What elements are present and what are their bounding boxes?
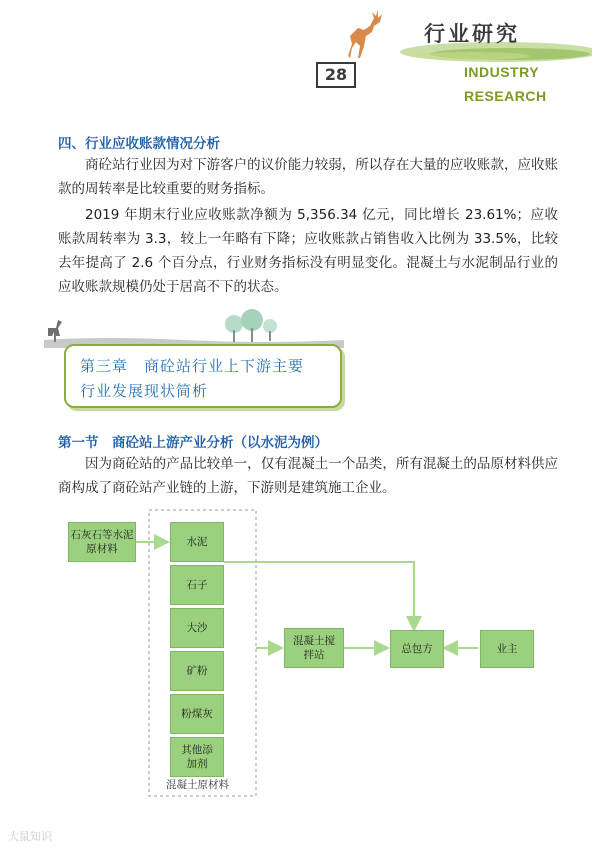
materials-group-label: 混凝土原材料 [166, 779, 229, 791]
material-node: 大沙 [170, 608, 224, 648]
scenery-decoration [44, 306, 344, 348]
header-subtitle-line2: RESEARCH [464, 88, 547, 104]
paragraph: 2019 年期末行业应收账款净额为 5,356.34 亿元，同比增长 23.61%；应收账款周转率为 3.3，较上一年略有下降；应收账款占销售收入比例为 33.5%，比较去年提高了 2.6 个百分点，行业财务指标没有明显变化。混凝土与水泥制品行业的应收账款规模仍处于居高不下的状态。 [58, 207, 558, 295]
subsection-heading: 第一节 商砼站上游产业分析（以水泥为例） [58, 435, 328, 451]
source-material-node: 石灰石等水泥原材料 [68, 522, 136, 562]
owner-node: 业主 [480, 630, 534, 668]
mixing-station-node: 混凝土搅拌站 [284, 628, 344, 668]
chapter-title-line1: 第三章 商砼站行业上下游主要 [80, 357, 305, 375]
section-heading: 四、行业应收账款情况分析 [58, 136, 220, 152]
deer-icon [330, 6, 390, 64]
arrow [224, 562, 414, 630]
paragraph: 因为商砼站的产品比较单一，仅有混凝土一个品类，所有混凝土的品原材料供应商构成了商砼站产业链的上游，下游则是建筑施工企业。 [58, 456, 558, 496]
watermark: 大鼠知识 [8, 830, 52, 843]
material-node: 石子 [170, 565, 224, 605]
material-node: 矿粉 [170, 651, 224, 691]
header-title: 行业研究 [424, 22, 520, 46]
header-subtitle-line1: INDUSTRY [464, 64, 540, 80]
page-number: 28 [316, 62, 356, 88]
material-node: 其他添加剂 [170, 737, 224, 777]
paragraph: 商砼站行业因为对下游客户的议价能力较弱，所以存在大量的应收账款，应收账款的周转率是比较重要的财务指标。 [58, 157, 558, 197]
material-node: 粉煤灰 [170, 694, 224, 734]
material-node: 水泥 [170, 522, 224, 562]
contractor-node: 总包方 [390, 630, 444, 668]
chapter-title-line2: 行业发展现状简析 [80, 382, 209, 400]
